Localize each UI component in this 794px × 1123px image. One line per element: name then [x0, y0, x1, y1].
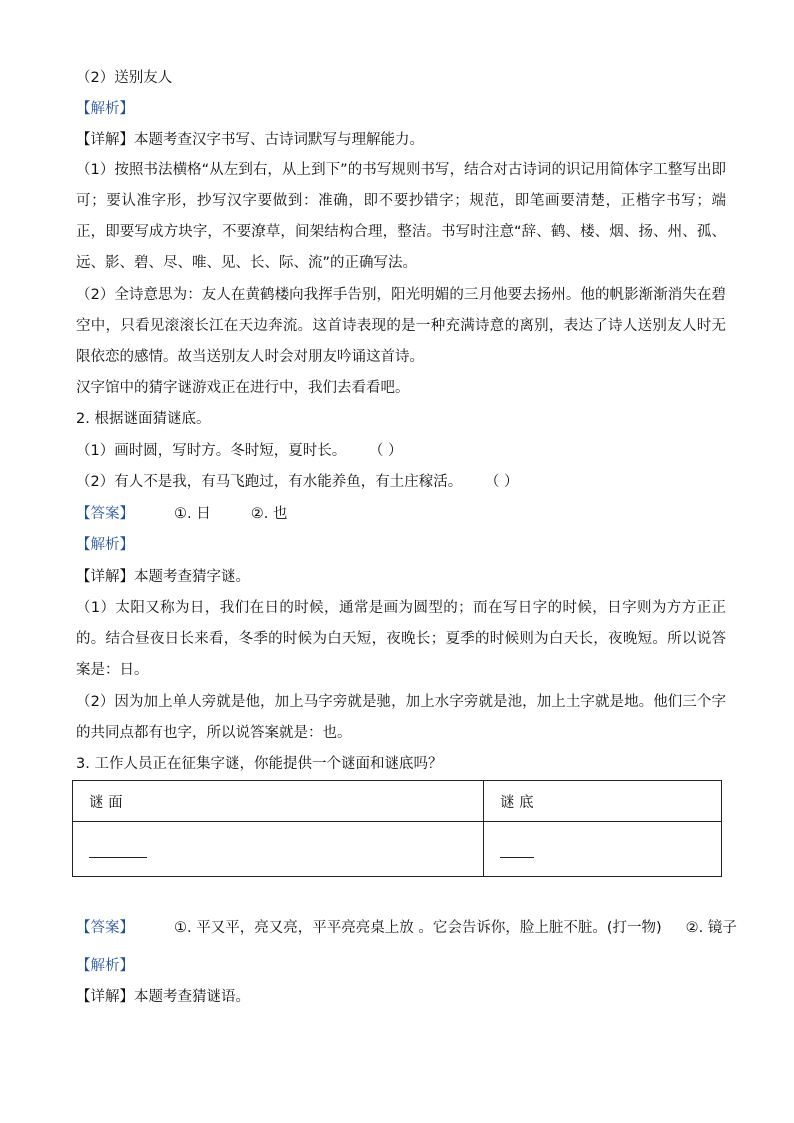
table-header-answer: 谜 底 — [484, 781, 722, 822]
analysis-tag: 【解析】 — [76, 101, 134, 117]
answer-1: ①. 日 — [174, 506, 211, 522]
answer-item-2: （2）送别友人 — [76, 70, 173, 86]
riddle-2-text: （2）有人不是我，有马飞跑过，有水能养鱼，有土庄稼活。 — [76, 474, 463, 490]
transition-text: 汉字馆中的猜字谜游戏正在进行中，我们去看看吧。 — [76, 380, 410, 396]
riddle-table — [72, 780, 722, 877]
answer-blank-cell — [484, 822, 722, 877]
analysis-tag: 【解析】 — [76, 958, 134, 974]
analysis-tag: 【解析】 — [76, 537, 134, 553]
riddle-2 — [76, 472, 726, 492]
answer-row-3 — [76, 918, 736, 938]
detail-paragraph-2: （2）全诗意思为：友人在黄鹤楼向我挥手告别，阳光明媚的三月他要去扬州。他的帆影渐渐消失在碧空中，只看见滚滚长江在天边奔流。这首诗表现的是一种充满诗意的离别，表达了诗人送别友人时无限依恋的感情。故当送别友人时会对朋友吟诵这首诗。 — [76, 287, 726, 365]
riddle-blank-line — [89, 841, 147, 858]
riddle-1 — [76, 441, 726, 461]
detail-paragraph-4: （2）因为加上单人旁就是他，加上马字旁就是驰，加上水字旁就是池，加上土字就是地。他们三个字的共同点都有也字，所以说答案就是：也。 — [76, 694, 726, 741]
table-header-riddle: 谜 面 — [73, 781, 484, 822]
riddle-blank-cell — [73, 822, 484, 877]
detail-paragraph-3: （1）太阳又称为日，我们在日的时候，通常是画为圆型的；而在写日字的时候，日字则为方方正正的。结合昼夜日长来看，冬季的时候为白天短，夜晚长；夏季的时候则为白天长，夜晚短。所以说答案是：日。 — [76, 600, 726, 678]
detail-intro: 【详解】本题考查猜字谜。 — [76, 569, 250, 585]
answer-2: ②. 也 — [250, 506, 288, 522]
riddle-2-blank: （ ） — [484, 474, 519, 490]
answer-row-2 — [76, 504, 726, 524]
detail-intro: 【详解】本题考查猜谜语。 — [76, 989, 250, 1005]
answer-2: ②. 镜子 — [685, 920, 737, 936]
detail-intro: 【详解】本题考查汉字书写、古诗词默写与理解能力。 — [76, 132, 424, 148]
answer-blank-line — [500, 841, 534, 858]
answer-tag: 【答案】 — [76, 506, 134, 522]
detail-paragraph-1: （1）按照书法横格“从左到右，从上到下”的书写规则书写，结合对古诗词的识记用简体字工整写出即可；要认准字形，抄写汉字要做到：准确，即不要抄错字；规范，即笔画要清楚，正楷字书写；端正，即要写成方块字，不要潦草，间架结构合理，整洁。书写时注意“辞、鹤、楼、烟、扬、州、孤、远、影、碧、尽、唯、见、长、际、流”的正确写法。 — [76, 162, 726, 271]
question-2-title: 2. 根据谜面猜谜底。 — [76, 411, 211, 427]
table-header-row — [73, 781, 722, 822]
question-3-title: 3. 工作人员正在征集字谜，你能提供一个谜面和谜底吗？ — [76, 756, 443, 772]
answer-tag: 【答案】 — [76, 920, 134, 936]
answer-1: ①. 平又平，亮又亮，平平亮亮桌上放 。它会告诉你，脸上脏不脏。(打一物) — [174, 920, 662, 936]
table-row — [73, 822, 722, 877]
riddle-1-blank: （ ） — [368, 443, 403, 459]
riddle-1-text: （1）画时圆，写时方。冬时短，夏时长。 — [76, 443, 347, 459]
